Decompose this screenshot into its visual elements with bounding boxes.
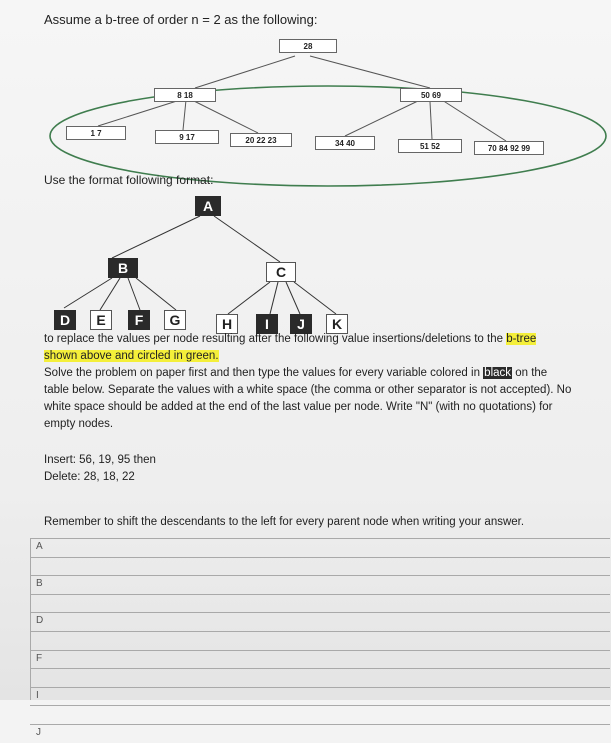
answer-input-b[interactable] <box>90 577 594 594</box>
instr-highlight-btree: b-tree <box>506 333 537 345</box>
format-edge <box>294 282 336 314</box>
answer-input-i[interactable] <box>90 689 594 706</box>
answer-row-blank <box>30 631 610 650</box>
format-node-a: A <box>195 196 221 216</box>
answer-row-blank <box>30 705 610 724</box>
format-edge <box>112 216 200 258</box>
answer-row-blank <box>30 594 610 613</box>
btree-node-50-69: 50 69 <box>400 88 462 102</box>
tree-edge <box>195 56 295 88</box>
answer-row-blank <box>30 557 610 576</box>
format-node-c: C <box>266 262 296 282</box>
format-node-b: B <box>108 258 138 278</box>
format-leaf-j: J <box>290 314 312 334</box>
answer-label: D <box>36 615 44 627</box>
format-edge <box>228 282 270 314</box>
format-edge <box>136 278 176 310</box>
problem-title: Assume a b-tree of order n = 2 as the following: <box>44 12 318 27</box>
instructions-block <box>44 331 600 433</box>
reminder-text: Remember to shift the descendants to the left for every parent node when writing your answer. <box>44 516 525 528</box>
tree-edge <box>310 56 430 88</box>
answer-row-i <box>30 687 610 706</box>
instr-line3: Solve the problem on paper first and then type the values for every variable colored in <box>44 367 484 379</box>
btree-leaf-70-84-92-99: 70 84 92 99 <box>474 141 544 155</box>
tree-edge <box>345 100 420 136</box>
tree-edge <box>442 100 506 141</box>
instr-line3-end: on the <box>512 367 548 379</box>
format-leaf-k: K <box>326 314 348 334</box>
btree-node-8-18: 8 18 <box>154 88 216 102</box>
answer-row-f <box>30 650 610 669</box>
btree-leaf-20-22-23: 20 22 23 <box>230 133 292 147</box>
answer-row-b <box>30 575 610 594</box>
tree-edge <box>192 100 258 133</box>
format-leaf-g: G <box>164 310 186 330</box>
answer-input-a[interactable] <box>90 540 594 557</box>
answer-label: I <box>36 689 39 701</box>
format-leaf-h: H <box>216 314 238 334</box>
answer-row-j <box>30 724 610 743</box>
insert-line: Insert: 56, 19, 95 then <box>44 454 156 466</box>
format-edge <box>128 278 140 310</box>
answer-label: A <box>36 541 43 552</box>
answer-row-blank <box>30 668 610 687</box>
btree-leaf-34-40: 34 40 <box>315 136 375 150</box>
instr-highlight-black: black <box>484 367 512 379</box>
format-leaf-d: D <box>54 310 76 330</box>
answer-input-f[interactable] <box>90 652 594 669</box>
tree-edge <box>183 100 186 130</box>
answer-label: B <box>36 578 43 590</box>
instr-line1: to replace the values per node resulting after the following value insertions/deletions to the <box>44 333 507 345</box>
answer-label: J <box>36 726 41 738</box>
instr-highlight-circled: shown above and circled in green. <box>44 350 219 362</box>
answer-input-j[interactable] <box>90 726 594 743</box>
tree-edge <box>430 102 432 139</box>
format-edge <box>286 282 300 314</box>
instr-line5: white space should be added at the end of the last value per node. Write "N" (with no quotations) for <box>44 401 553 413</box>
answer-table <box>30 538 610 743</box>
answer-row-a <box>30 538 610 557</box>
format-edge <box>100 278 120 310</box>
btree-leaf-1-7: 1 7 <box>66 126 126 140</box>
btree-leaf-9-17: 9 17 <box>155 130 219 144</box>
btree-leaf-51-52: 51 52 <box>398 139 462 153</box>
format-edge <box>64 278 112 308</box>
answer-row-d <box>30 612 610 631</box>
answer-label: F <box>36 652 43 664</box>
format-intro: Use the format following format: <box>44 173 214 187</box>
delete-line: Delete: 28, 18, 22 <box>44 471 135 483</box>
tree-edge <box>98 100 180 126</box>
instr-line6: empty nodes. <box>44 418 114 430</box>
answer-input-d[interactable] <box>90 614 594 631</box>
format-leaf-e: E <box>90 310 112 330</box>
btree-root-node: 28 <box>279 39 337 53</box>
format-leaf-f: F <box>128 310 150 330</box>
format-edge <box>270 282 278 314</box>
format-edge <box>214 216 280 262</box>
instr-line4: table below. Separate the values with a white space (the comma or other separator is not accepted). No <box>44 384 572 396</box>
format-leaf-i: I <box>256 314 278 334</box>
